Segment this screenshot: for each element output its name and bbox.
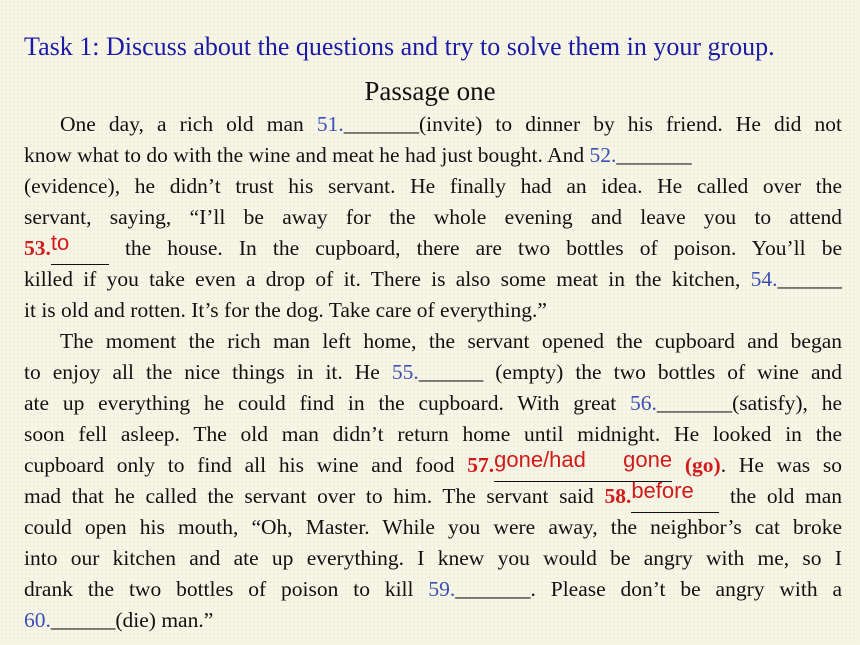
passage-line: to enjoy all the nice things in it. He 55.______ (empty) the two bottles of wine and — [24, 360, 843, 384]
passage-line: 60.______(die) man.” — [24, 608, 214, 632]
blank-number: 53. — [24, 236, 51, 260]
passage-line: drank the two bottles of poison to kill 59._______. Please don’t be angry with a — [24, 577, 842, 601]
hint-text: (go) — [672, 453, 721, 477]
passage-line: One day, a rich old man 51._______(invite) to dinner by his friend. He did not — [60, 112, 842, 136]
blank-number: 57. — [467, 453, 495, 477]
passage-line: into our kitchen and ate up everything. I knew you would be angry with me, so I — [24, 546, 842, 570]
passage-line: servant, saying, “I’ll be away for the whole evening and leave you to attend — [24, 205, 842, 229]
passage-line: mad that he called the servant over to him. The servant said 58. before the old man — [24, 481, 842, 512]
answer-blank — [631, 478, 719, 513]
blank-number: 54. — [750, 267, 778, 291]
blank-number: 60. — [24, 608, 51, 632]
answer-text: gone/had gone — [494, 447, 673, 472]
passage-line: (evidence), he didn’t trust his servant. He finally had an idea. He called over the — [24, 174, 842, 198]
answer-text: before — [631, 478, 694, 503]
passage-line: soon fell asleep. The old man didn’t return home until midnight. He looked in the — [24, 422, 842, 446]
passage-line: could open his mouth, “Oh, Master. While you were away, the neighbor’s cat broke — [24, 515, 842, 539]
blank-number: 56. — [629, 391, 657, 415]
passage-line: 53. to the house. In the cupboard, there are two bottles of poison. You’ll be — [24, 233, 842, 264]
blank-number: 55. — [391, 360, 419, 384]
answer-blank — [50, 230, 109, 265]
answer-text: to — [50, 230, 70, 255]
blank-number: 58. — [604, 484, 632, 508]
passage-line: it is old and rotten. It’s for the dog. Take care of everything.” — [24, 298, 547, 322]
passage-line: The moment the rich man left home, the servant opened the cupboard and began — [60, 329, 842, 353]
task-heading: Task 1: Discuss about the questions and try to solve them in your group. — [24, 32, 775, 61]
passage-title: Passage one — [364, 76, 496, 106]
blank-number: 59. — [428, 577, 456, 601]
passage-line: know what to do with the wine and meat he had just bought. And 52._______ — [24, 143, 692, 167]
blank-number: 51. — [316, 112, 344, 136]
passage-line: cupboard only to find all his wine and food 57. gone/had gone (go). He was so — [24, 450, 842, 481]
blank-number: 52. — [589, 143, 617, 167]
passage-line: ate up everything he could find in the cupboard. With great 56._______(satisfy), he — [24, 391, 843, 415]
passage-line: killed if you take even a drop of it. There is also some meat in the kitchen, 54.______ — [24, 267, 842, 291]
